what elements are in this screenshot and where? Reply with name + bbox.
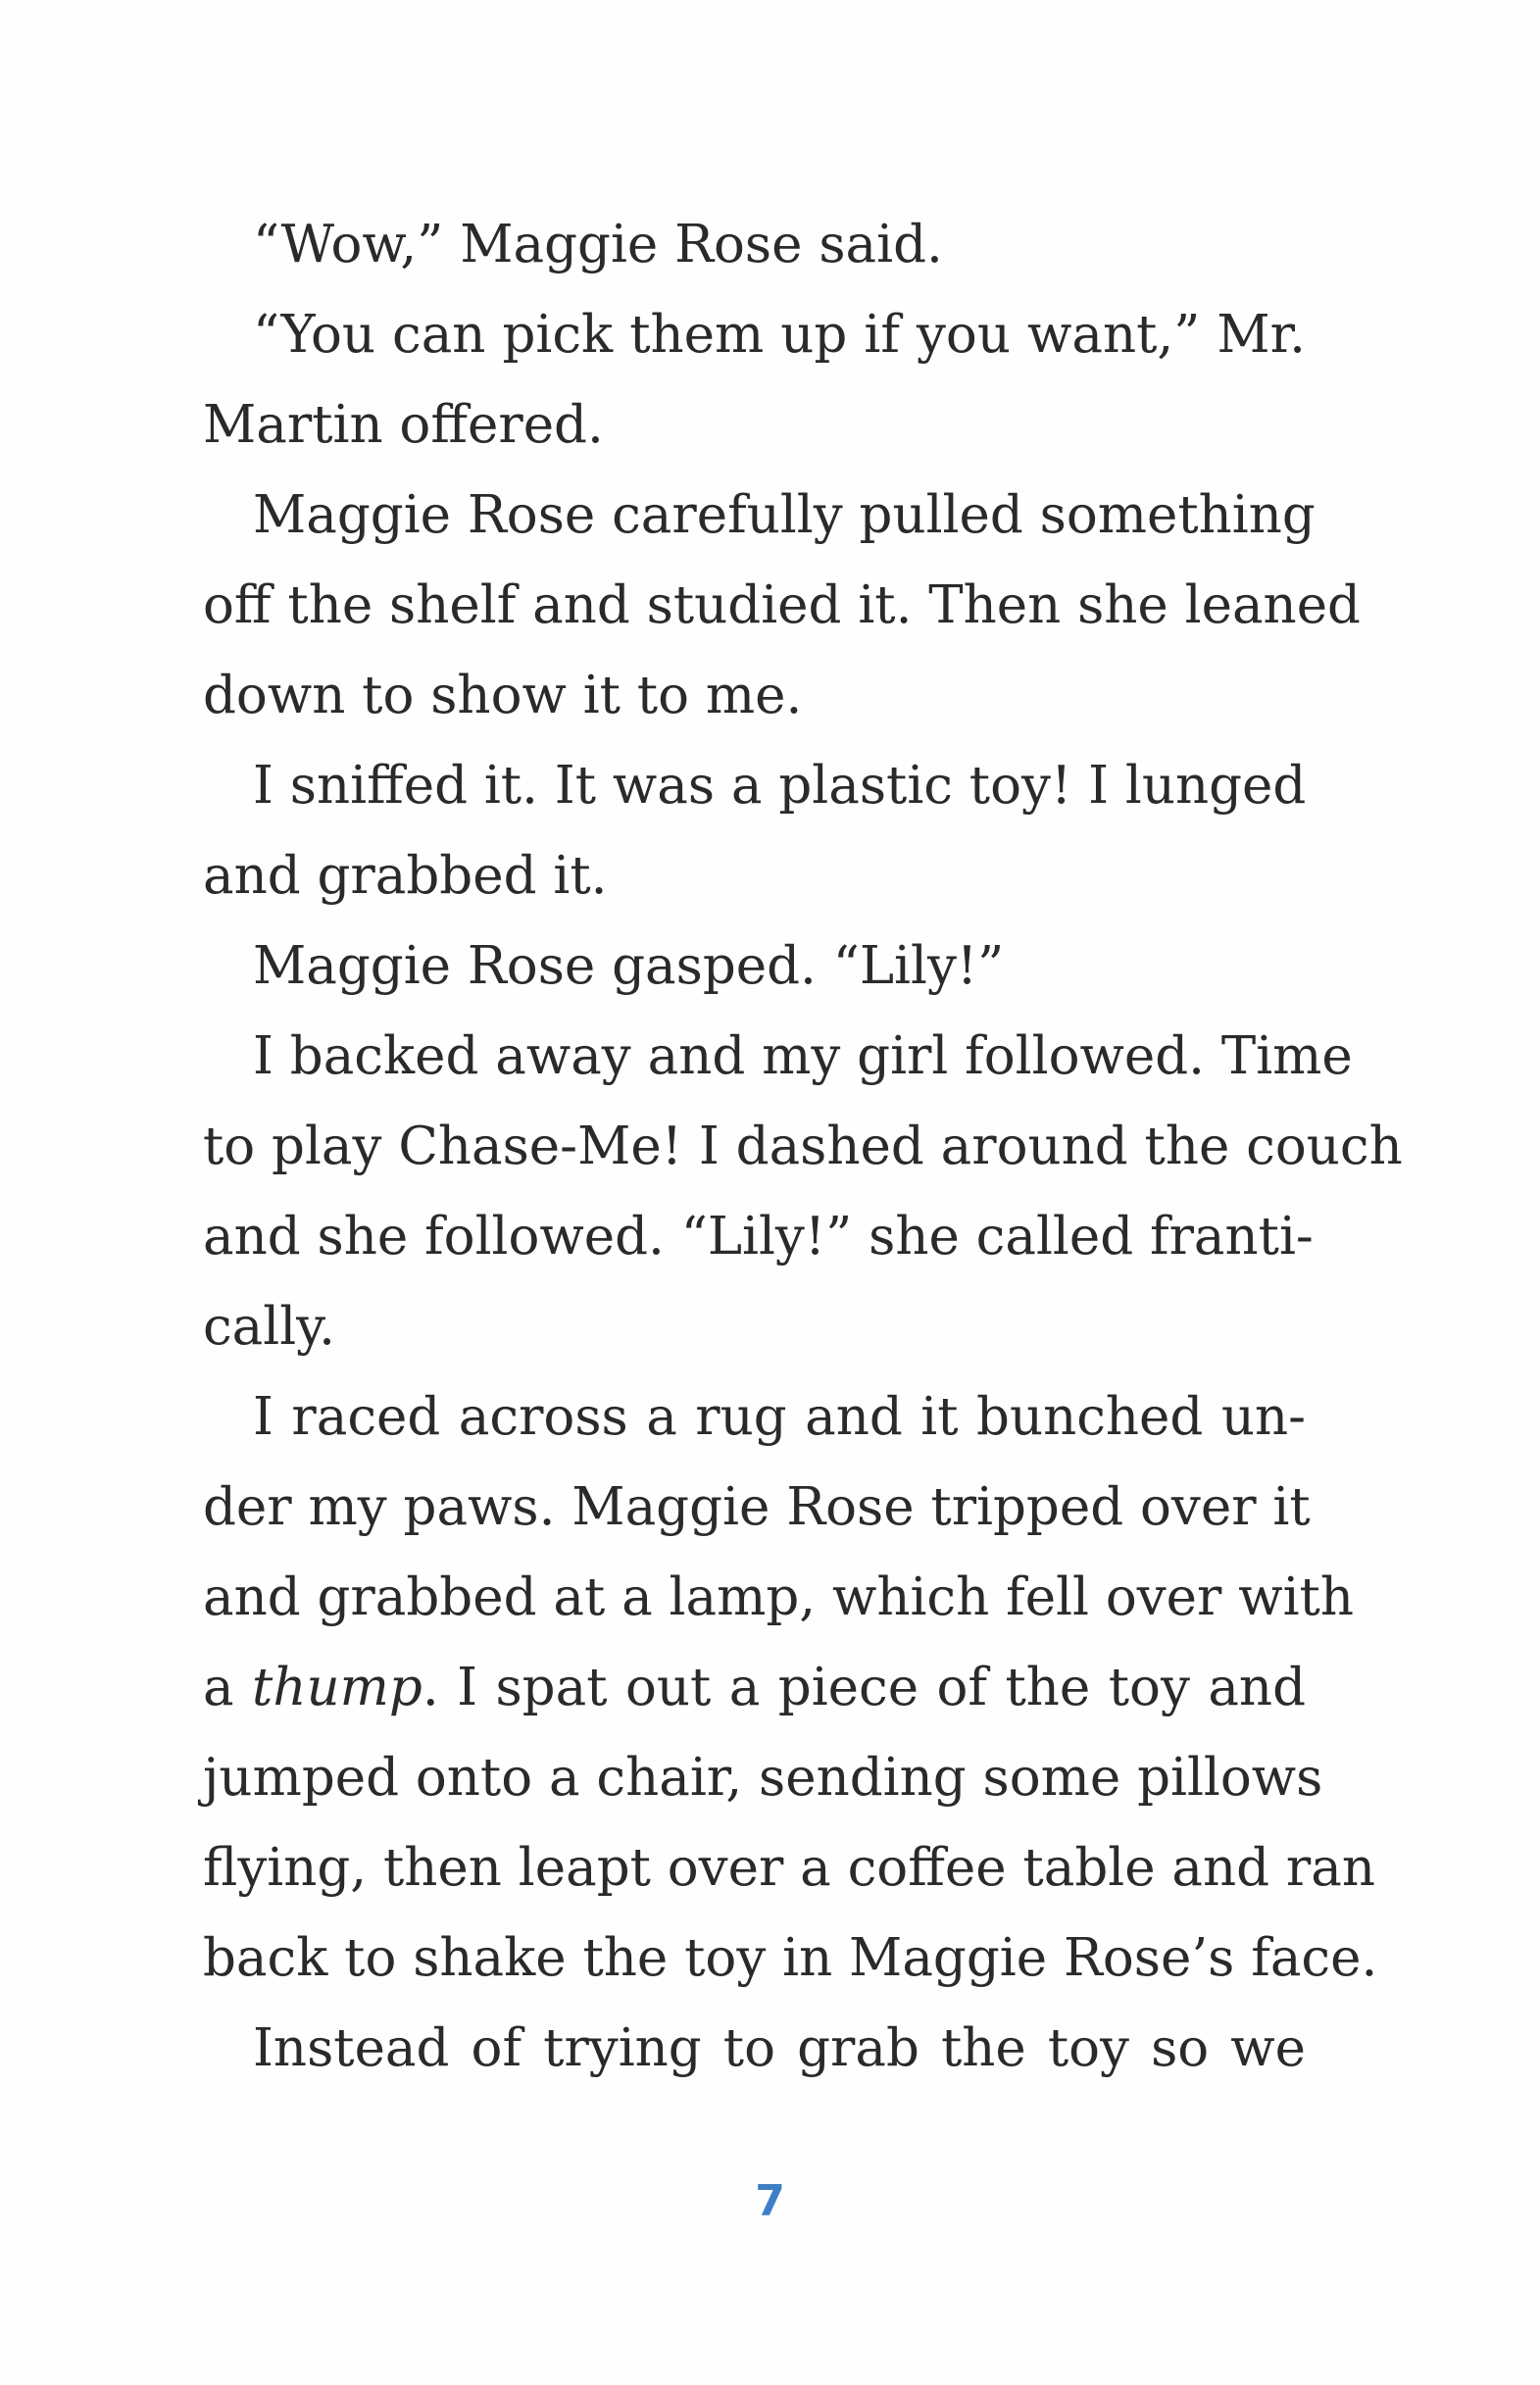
text-line: jumped onto a chair, sending some pillows [203, 1748, 1323, 1808]
emphasized-text: thump [252, 1658, 422, 1717]
text-line: to play Chase-Me! I dashed around the couch [203, 1117, 1403, 1176]
text-fragment: a [203, 1658, 253, 1717]
text-line: back to shake the toy in Maggie Rose’s face. [203, 1928, 1378, 1988]
text-line: “Wow,” Maggie Rose said. [253, 215, 943, 274]
text-line: and she followed. “Lily!” she called franti- [203, 1207, 1314, 1267]
text-line: down to show it to me. [203, 666, 803, 725]
text-line: der my paws. Maggie Rose tripped over it [203, 1477, 1311, 1537]
text-line: and grabbed it. [203, 846, 608, 906]
text-line: I raced across a rug and it bunched un- [253, 1387, 1306, 1447]
text-line: “You can pick them up if you want,” Mr. [253, 305, 1306, 365]
text-line: Martin offered. [203, 395, 604, 455]
text-line: I sniffed it. It was a plastic toy! I lunged [253, 756, 1307, 816]
text-line: flying, then leapt over a coffee table and ran [203, 1838, 1375, 1898]
page-number: 7 [755, 2176, 785, 2226]
text-line: cally. [203, 1297, 335, 1357]
text-line [203, 1654, 1306, 1722]
text-line: Instead of trying to grab the toy so we [253, 2018, 1306, 2078]
text-line: and grabbed at a lamp, which fell over with [203, 1567, 1354, 1627]
text-line: Maggie Rose gasped. “Lily!” [253, 936, 1005, 996]
text-line: I backed away and my girl followed. Time [253, 1026, 1353, 1086]
text-fragment: . I spat out a piece of the toy and [422, 1658, 1306, 1717]
text-line: Maggie Rose carefully pulled something [253, 485, 1316, 545]
text-line: off the shelf and studied it. Then she leaned [203, 575, 1361, 635]
